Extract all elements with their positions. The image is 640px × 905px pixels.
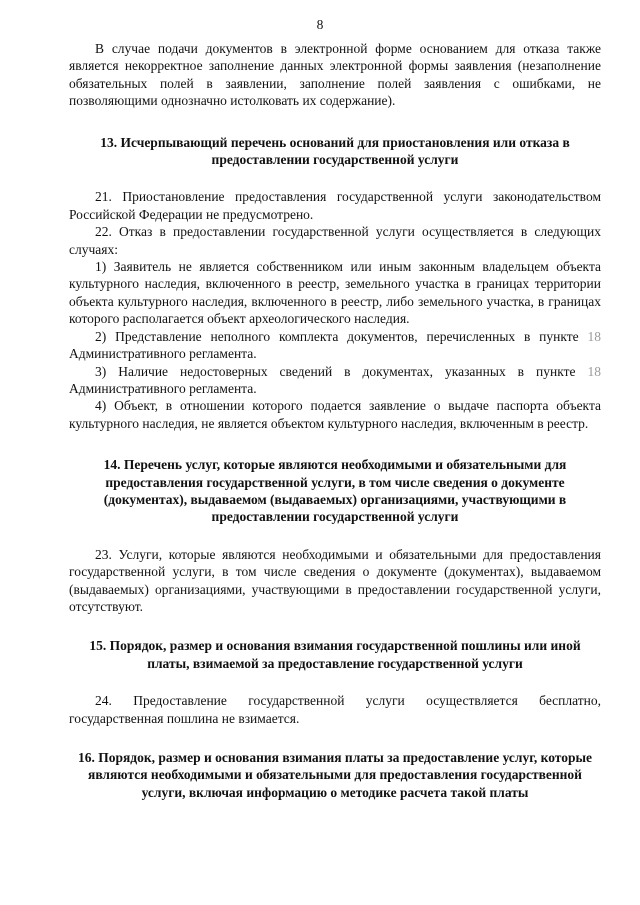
list-item-2-reference: 18 [587,328,601,344]
section-14-heading: 14. Перечень услуг, которые являются необходимыми и обязательными для предоставления государственной услуги, в том числе сведения о документе (документах), выдаваемом (выдаваемых) организациями, участвующими в предоставлении государственной услуги [103,457,567,525]
intro-paragraph: В случае подачи документов в электронной форме основанием для отказа также является некорректное заполнение данных электронной формы заявления (незаполнение обязательных полей в заявлении, заполнение полей заявления с ошибками, не позволяющими однозначно истолковать их содержание). [69,41,601,109]
section-15-heading: 15. Порядок, размер и основания взимания государственной пошлины или иной платы, взимаемой за предоставление государственной услуги [89,638,581,671]
document-body [69,40,601,801]
section-13-heading: 13. Исчерпывающий перечень оснований для приостановления или отказа в предоставлении государственной услуги [100,134,570,168]
section-16-heading: 16. Порядок, размер и основания взимания платы за предоставление услуг, которые являются необходимыми и обязательными для предоставления государственной услуги, включая информацию о методике расчета такой платы [77,750,593,800]
list-item-3-reference: 18 [587,363,601,379]
list-item-2 [69,328,601,363]
list-item-1: 1) Заявитель не является собственником или иным законным владельцем объекта культурного наследия, включенного в реестр, земельного участка в границах территории объекта культурного наследия, включенного в реестр, либо земельного участка, в границах которого располагается объект археологического наследия. [69,259,601,327]
list-item-3-text: 3) Наличие недостоверных сведений в документах, указанных в пункте [95,363,588,379]
list-item-2-tail: Административного регламента. [69,346,257,362]
list-item-3-tail: Административного регламента. [69,380,257,396]
paragraph-24: 24. Предоставление государственной услуги осуществляется бесплатно, государственная пошлина не взимается. [69,693,601,726]
list-item-4: 4) Объект, в отношении которого подается заявление о выдаче паспорта объекта культурного наследия, не является объектом культурного наследия, включенным в реестр. [69,398,601,431]
list-item-3 [69,363,601,398]
paragraph-23: 23. Услуги, которые являются необходимыми и обязательными для предоставления государственной услуги, в том числе сведения о документе (документах), выдаваемом (выдаваемых) организациями, участвующими в предоставлении государственной услуги, отсутствуют. [69,546,601,614]
list-item-2-text: 2) Представление неполного комплекта документов, перечисленных в пункте [95,328,588,344]
paragraph-22: 22. Отказ в предоставлении государственной услуги осуществляется в следующих случаях: [69,224,601,257]
paragraph-21: 21. Приостановление предоставления государственной услуги законодательством Российской Федерации не предусмотрено. [69,189,601,222]
page-number: 8 [316,17,324,32]
